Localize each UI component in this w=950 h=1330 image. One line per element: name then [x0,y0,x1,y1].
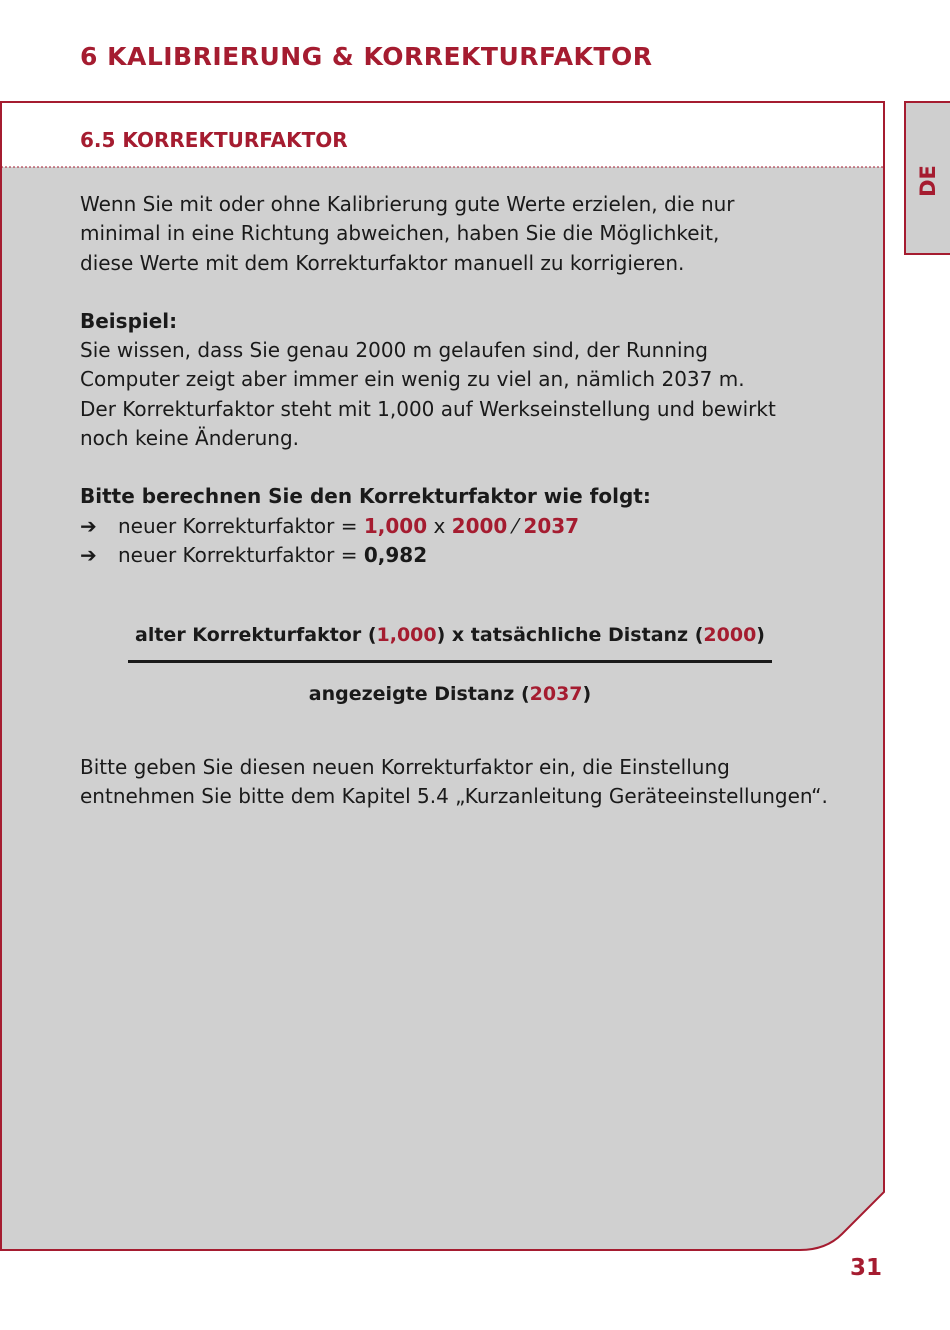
formula-numerator [128,620,772,660]
chapter-title: 6 KALIBRIERUNG & KORREKTURFAKTOR [80,42,653,71]
numerator-value-factor: 1,000 [376,624,437,646]
denominator-text: angezeigte Distanz ( [308,683,530,705]
numerator-text: ) [756,624,765,646]
outro-line: Bitte geben Sie diesen neuen Korrekturfaktor ein, die Einstellung [80,755,730,779]
times-sign: x [427,513,452,538]
example-line: Computer zeigt aber immer ein wenig zu viel an, nämlich 2037 m. [80,367,745,392]
example-heading: Beispiel: [80,308,178,333]
calculation-heading: Bitte berechnen Sie den Korrekturfaktor wie folgt: [80,484,651,509]
example-line: noch keine Änderung. [80,426,299,451]
intro-line: Wenn Sie mit oder ohne Kalibrierung gute Werte erzielen, die nur [80,192,735,216]
main-content [80,190,870,570]
result-value: 0,982 [363,542,428,567]
intro-line: diese Werte mit dem Korrekturfaktor manuell zu korrigieren. [80,250,685,275]
denominator-text: ) [582,683,592,705]
intro-line: minimal in eine Richtung abweichen, haben Sie die Möglichkeit, [80,221,720,246]
numerator-text: alter Korrekturfaktor ( [135,624,377,646]
closing-paragraph [80,753,880,812]
displayed-distance-value: 2037 [523,513,580,538]
actual-distance-value: 2000 [451,513,508,538]
old-factor-value: 1,000 [363,513,428,538]
section-title: 6.5 KORREKTURFAKTOR [80,128,348,152]
numerator-text: ) x tatsächliche Distanz ( [436,624,704,646]
calc-prefix: neuer Korrekturfaktor = [118,513,364,538]
calc-prefix: neuer Korrekturfaktor = [118,542,364,567]
numerator-value-distance: 2000 [703,624,757,646]
language-tab-label: DE [916,165,940,197]
calculation-line [80,512,870,541]
page-number: 31 [849,1255,882,1281]
outro-line: entnehmen Sie bitte dem Kapitel 5.4 „Kurzanleitung Geräteeinstellungen“. [80,784,828,809]
divide-sign: ⁄ [507,513,524,538]
example-line: Sie wissen, dass Sie genau 2000 m gelaufen sind, der Running [80,338,708,363]
example-line: Der Korrekturfaktor steht mit 1,000 auf Werkseinstellung und bewirkt [80,396,776,421]
formula-fraction [128,620,772,709]
arrow-right-icon: ➔ [80,542,97,567]
language-tab [904,101,950,255]
formula-denominator [128,679,772,709]
arrow-right-icon: ➔ [80,513,97,538]
fraction-bar [128,660,772,663]
denominator-value: 2037 [529,683,583,705]
calculation-result-line [80,541,870,570]
